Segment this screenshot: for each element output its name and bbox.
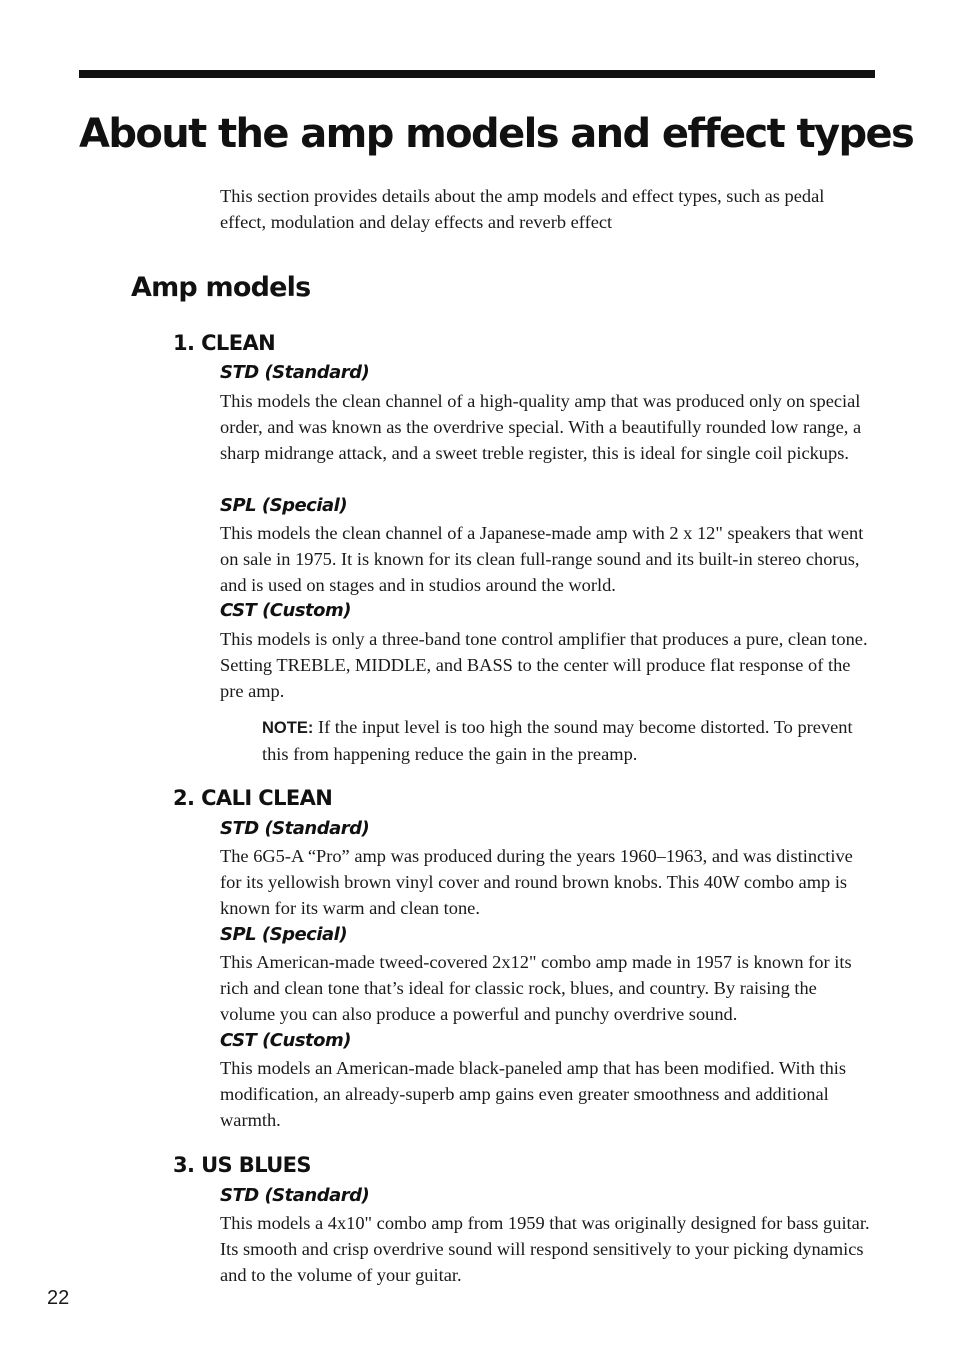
- variant-description-clean-std: This models the clean channel of a high-quality amp that was produced only on special order, and was known as the overdrive special. With a beautifully rounded low range, a sharp midrange attack, and a sweet treble register, this is ideal for single coil pickups.: [220, 391, 862, 463]
- page-number: 22: [47, 1287, 70, 1309]
- variant-heading-cali-std: STD (Standard): [220, 818, 370, 839]
- page-title: About the amp models and effect types: [79, 111, 914, 157]
- variant-heading-us-blues-std: STD (Standard): [220, 1185, 370, 1206]
- variant-heading-cali-cst: CST (Custom): [220, 1030, 351, 1051]
- variant-description-cali-spl: This American-made tweed-covered 2x12" combo amp made in 1957 is known for its rich and clean tone that’s ideal for classic rock, blues, and country. By raising the volume you can also produce a powerful and punchy overdrive sound.: [220, 952, 852, 1024]
- variant-heading-cali-spl: SPL (Special): [220, 924, 348, 945]
- note-block: [262, 714, 875, 767]
- model-heading-cali-clean: 2. CALI CLEAN: [173, 786, 333, 810]
- variant-heading-clean-cst: CST (Custom): [220, 600, 351, 621]
- variant-description-clean-cst: This models is only a three-band tone control amplifier that produces a pure, clean tone. Setting TREBLE, MIDDLE, and BASS to the center will produce flat response of the pre amp.: [220, 629, 868, 701]
- variant-description-us-blues-std: This models a 4x10" combo amp from 1959 that was originally designed for bass guitar. Its smooth and crisp overdrive sound will respond sensitively to your picking dynamics and to the volume of your guitar.: [220, 1213, 870, 1285]
- top-rule: [79, 70, 875, 78]
- variant-heading-clean-std: STD (Standard): [220, 362, 370, 383]
- variant-heading-clean-spl: SPL (Special): [220, 495, 348, 516]
- section-title-amp-models: Amp models: [131, 272, 311, 303]
- variant-description-cali-std: The 6G5-A “Pro” amp was produced during the years 1960–1963, and was distinctive for its yellowish brown vinyl cover and round brown knobs. This 40W combo amp is known for its warm and clean tone.: [220, 846, 853, 918]
- note-text: If the input level is too high the sound may become distorted. To prevent this from happening reduce the gain in the preamp.: [262, 717, 853, 764]
- note-label: NOTE:: [262, 719, 314, 737]
- variant-description-cali-cst: This models an American-made black-paneled amp that has been modified. With this modification, an already-superb amp gains even greater smoothness and additional warmth.: [220, 1058, 847, 1130]
- variant-description-clean-spl: This models the clean channel of a Japanese-made amp with 2 x 12" speakers that went on sale in 1975. It is known for its clean full-range sound and its built-in stereo chorus, and is used on stages and in studios around the world.: [220, 523, 864, 595]
- model-heading-us-blues: 3. US BLUES: [173, 1153, 311, 1177]
- intro-paragraph: This section provides details about the amp models and effect types, such as pedal effect, modulation and delay effects and reverb effect: [220, 186, 825, 232]
- model-heading-clean: 1. CLEAN: [173, 331, 276, 355]
